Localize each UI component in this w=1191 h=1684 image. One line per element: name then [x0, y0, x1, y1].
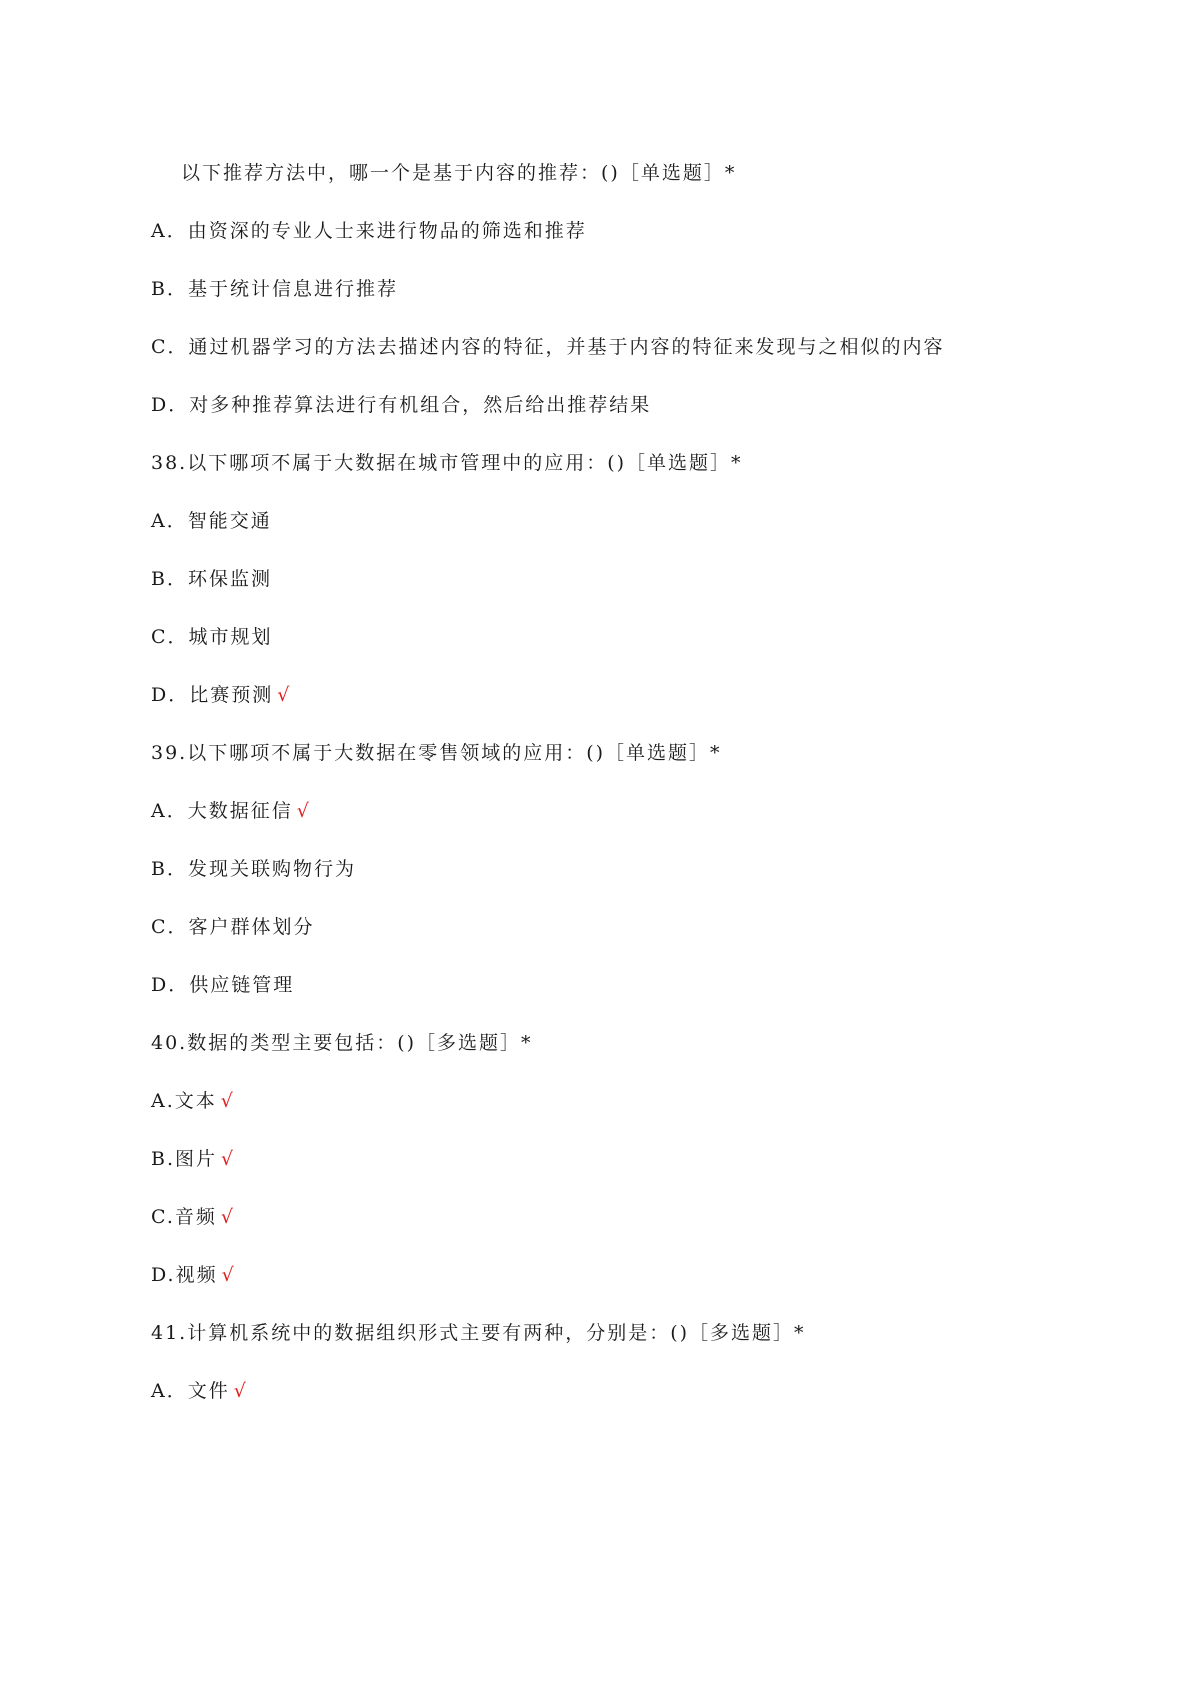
- line-text: C．城市规划: [151, 626, 273, 648]
- question-40: [151, 1030, 533, 1056]
- line-text: C．通过机器学习的方法去描述内容的特征，并基于内容的特征来发现与之相似的内容: [151, 336, 945, 358]
- option-a: [151, 508, 272, 534]
- line-text: A．文件: [151, 1380, 230, 1402]
- question-38: [151, 450, 743, 476]
- checkmark-icon: √: [277, 684, 292, 706]
- line-text: D．比赛预测: [151, 684, 274, 706]
- line-text: C.音频: [151, 1206, 217, 1228]
- option-a: [151, 218, 587, 244]
- line-text: C．客户群体划分: [151, 916, 315, 938]
- line-text: D．供应链管理: [151, 974, 295, 996]
- option-d: [151, 392, 651, 418]
- checkmark-icon: √: [233, 1380, 248, 1402]
- line-text: A．智能交通: [151, 510, 272, 532]
- line-text: B．基于统计信息进行推荐: [151, 278, 398, 300]
- option-c: [151, 624, 273, 650]
- line-text: B．环保监测: [151, 568, 272, 590]
- option-d: [151, 972, 294, 998]
- line-text: 以下推荐方法中，哪一个是基于内容的推荐：()［单选题］*: [181, 162, 737, 184]
- line-text: 39.以下哪项不属于大数据在零售领域的应用：()［单选题］*: [151, 742, 722, 764]
- line-text: 41.计算机系统中的数据组织形式主要有两种，分别是：()［多选题］*: [151, 1322, 806, 1344]
- line-text: A．大数据征信: [151, 800, 293, 822]
- option-b: [151, 566, 272, 592]
- checkmark-icon: √: [220, 1090, 235, 1112]
- option-b: [151, 856, 356, 882]
- checkmark-icon: √: [220, 1206, 236, 1228]
- line-text: 38.以下哪项不属于大数据在城市管理中的应用：()［单选题］*: [151, 452, 743, 474]
- question-39: [151, 740, 722, 766]
- line-text: D.视频: [151, 1264, 218, 1286]
- option-a: [151, 798, 311, 824]
- line-text: B.图片: [151, 1148, 218, 1170]
- option-b: [151, 276, 398, 302]
- checkmark-icon: √: [296, 800, 311, 822]
- option-d: [151, 1262, 236, 1288]
- question-41: [151, 1320, 806, 1346]
- option-a: [151, 1378, 248, 1404]
- option-a: [151, 1088, 235, 1114]
- checkmark-icon: √: [221, 1148, 236, 1170]
- line-text: A．由资深的专业人士来进行物品的筛选和推荐: [151, 220, 587, 242]
- option-c: [151, 914, 315, 940]
- question-text-intro: [181, 160, 736, 186]
- option-c: [151, 1204, 235, 1230]
- checkmark-icon: √: [221, 1264, 236, 1286]
- line-text: A.文本: [151, 1090, 217, 1112]
- option-b: [151, 1146, 235, 1172]
- line-text: 40.数据的类型主要包括：()［多选题］*: [151, 1032, 533, 1054]
- option-d: [151, 682, 291, 708]
- option-c: [151, 334, 945, 360]
- line-text: D．对多种推荐算法进行有机组合，然后给出推荐结果: [151, 394, 652, 416]
- line-text: B．发现关联购物行为: [151, 858, 356, 880]
